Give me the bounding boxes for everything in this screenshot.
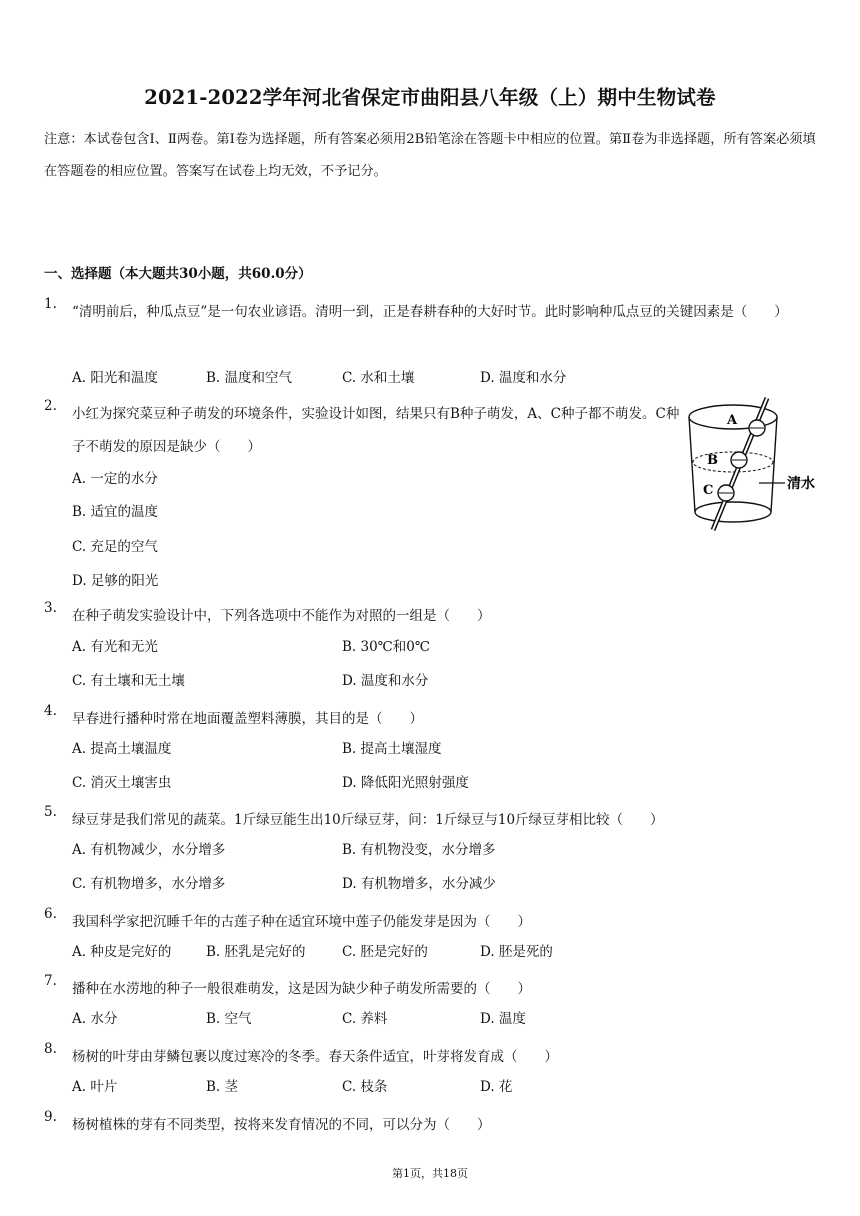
seed-experiment-figure (685, 390, 825, 540)
question-9 (44, 1109, 824, 1143)
question-number: 7. (44, 973, 57, 989)
water-label: 清水 (787, 476, 815, 492)
question-stem: 我国科学家把沉睡千年的古莲子种在适宜环境中莲子仍能发芽是因为（ ） (72, 914, 531, 930)
option-d: D. 足够的阳光 (72, 573, 159, 589)
question-4 (44, 703, 824, 737)
question-stem: 杨树植株的芽有不同类型，按将来发育情况的不同，可以分为（ ） (72, 1117, 491, 1133)
question-7 (44, 973, 824, 1007)
question-2 (44, 398, 684, 464)
option-d: D. 花 (480, 1079, 513, 1095)
option-a: A. 阳光和温度 (72, 370, 158, 386)
option-b: B. 提高土壤湿度 (342, 741, 442, 757)
option-c: C. 枝条 (342, 1079, 388, 1095)
question-number: 8. (44, 1041, 57, 1057)
question-stem: 绿豆芽是我们常见的蔬菜。1斤绿豆能生出10斤绿豆芽，问：1斤绿豆与10斤绿豆芽相比较（ ） (72, 812, 664, 828)
section-heading: 一、选择题（本大题共30小题，共60.0分） (44, 266, 312, 282)
question-number: 1. (44, 296, 57, 312)
exam-notice: 注意：本试卷包含Ⅰ、Ⅱ两卷。第Ⅰ卷为选择题，所有答案必须用2B铅笔涂在答题卡中相应的位置。第Ⅱ卷为非选择题，所有答案必须填在答题卷的相应位置。答案写在试卷上均无效，不予记分。 (44, 132, 816, 179)
option-b: B. 温度和空气 (206, 370, 293, 386)
question-stem: 小红为探究菜豆种子萌发的环境条件，实验设计如图，结果只有B种子萌发，A、C种子都不萌发。C种子不萌发的原因是缺少（ ） (72, 406, 680, 455)
question-5 (44, 804, 824, 838)
question-1 (44, 296, 824, 329)
option-c: C. 胚是完好的 (342, 944, 428, 960)
question-number: 4. (44, 703, 57, 719)
question-3 (44, 600, 824, 634)
option-d: D. 胚是死的 (480, 944, 553, 960)
label-c: C (703, 483, 714, 498)
option-a: A. 水分 (72, 1011, 118, 1027)
question-stem: 在种子萌发实验设计中，下列各选项中不能作为对照的一组是（ ） (72, 608, 491, 624)
option-b: B. 适宜的温度 (72, 504, 159, 520)
option-d: D. 有机物增多，水分减少 (342, 876, 496, 892)
option-d: D. 温度 (480, 1011, 526, 1027)
option-c: C. 充足的空气 (72, 539, 158, 555)
option-a: A. 种皮是完好的 (72, 944, 172, 960)
option-d: D. 温度和水分 (480, 370, 567, 386)
question-number: 5. (44, 804, 57, 820)
question-number: 9. (44, 1109, 57, 1125)
option-a: A. 有机物减少，水分增多 (72, 842, 226, 858)
page-title: 2021-2022学年河北省保定市曲阳县八年级（上）期中生物试卷 (144, 86, 716, 109)
option-c: C. 水和土壤 (342, 370, 415, 386)
option-a: A. 有光和无光 (72, 639, 158, 655)
option-d: D. 温度和水分 (342, 673, 429, 689)
option-b: B. 胚乳是完好的 (206, 944, 306, 960)
question-number: 2. (44, 398, 57, 414)
option-a: A. 叶片 (72, 1079, 118, 1095)
question-number: 6. (44, 906, 57, 922)
question-stem: 杨树的叶芽由芽鳞包裹以度过寒冷的冬季。春天条件适宜，叶芽将发育成（ ） (72, 1049, 558, 1065)
question-stem: 早春进行播种时常在地面覆盖塑料薄膜，其目的是（ ） (72, 711, 423, 727)
option-c: C. 养料 (342, 1011, 388, 1027)
option-d: D. 降低阳光照射强度 (342, 775, 469, 791)
question-8 (44, 1041, 824, 1075)
page-footer: 第1页，共18页 (392, 1167, 468, 1180)
question-6 (44, 906, 824, 940)
option-b: B. 有机物没变，水分增多 (342, 842, 496, 858)
question-number: 3. (44, 600, 57, 616)
option-c: C. 有机物增多，水分增多 (72, 876, 226, 892)
option-b: B. 茎 (206, 1079, 239, 1095)
question-stem: 播种在水涝地的种子一般很难萌发，这是因为缺少种子萌发所需要的（ ） (72, 981, 531, 997)
question-stem: “清明前后，种瓜点豆”是一句农业谚语。清明一到，正是春耕春种的大好时节。此时影响种瓜点豆的关键因素是（ ） (72, 304, 788, 320)
label-b: B (707, 453, 718, 468)
option-b: B. 空气 (206, 1011, 252, 1027)
label-a: A (727, 413, 738, 428)
option-a: A. 提高土壤温度 (72, 741, 172, 757)
option-c: C. 消灭土壤害虫 (72, 775, 172, 791)
option-c: C. 有土壤和无土壤 (72, 673, 185, 689)
option-a: A. 一定的水分 (72, 471, 158, 487)
option-b: B. 30℃和0℃ (342, 639, 430, 655)
